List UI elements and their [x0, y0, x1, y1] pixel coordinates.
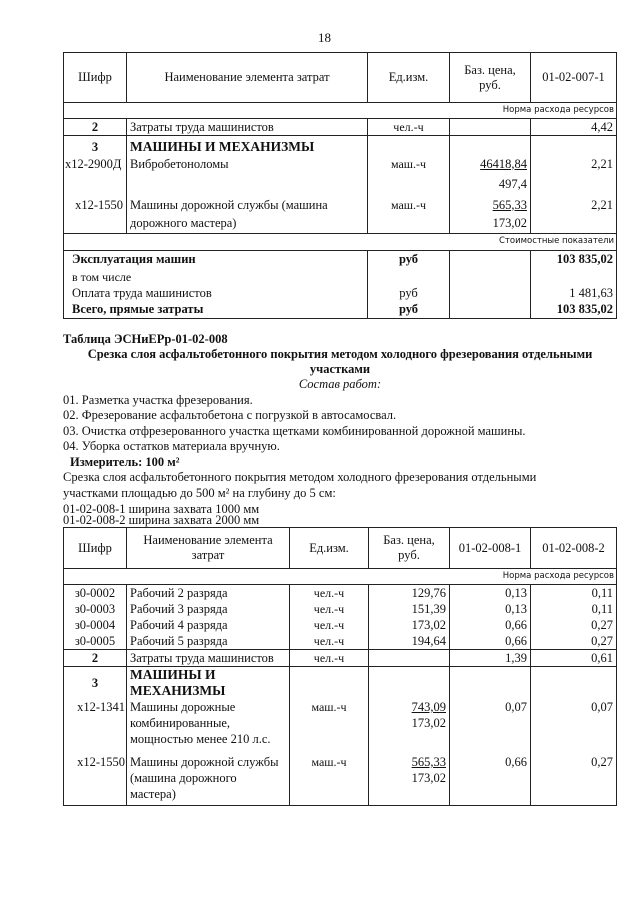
page-number: 18: [318, 30, 331, 45]
section-name-cont: МЕХАНИЗМЫ: [130, 683, 226, 698]
description: Срезка слоя асфальтобетонного покрытия методом холодного фрезерования отдельными: [63, 470, 537, 484]
row-price: 129,76: [369, 585, 450, 602]
row-price-secondary: 497,4: [450, 176, 531, 197]
section-name: МАШИНЫ И МЕХАНИЗМЫ: [127, 136, 368, 156]
row-code: 2: [64, 650, 127, 667]
row-name: Вибробетоноломы: [127, 156, 368, 176]
row-price: 565,33: [492, 197, 527, 212]
summary-row: [64, 251, 617, 269]
resource-table-01-02-007: [63, 52, 617, 319]
row-value-2: 0,27: [531, 750, 617, 805]
resource-table-01-02-008: [63, 527, 617, 806]
row-value-1: 0,07: [450, 699, 531, 750]
summary-unit: руб: [368, 251, 450, 269]
row-value-2: 0,61: [531, 650, 617, 667]
row-name: Затраты труда машинистов: [127, 119, 368, 136]
section-name: МАШИНЫ И: [130, 667, 216, 682]
summary-row: [64, 285, 617, 301]
variant-2: 01-02-008-2 ширина захвата 2000 мм: [63, 513, 260, 527]
table-row: [64, 650, 617, 667]
header-price: Баз. цена, руб.: [450, 53, 531, 103]
row-price-secondary: 173,02: [411, 771, 446, 785]
row-value-1: 0,66: [450, 617, 531, 633]
row-value-2: 0,07: [531, 699, 617, 750]
table-row: [64, 585, 617, 602]
row-price-secondary: 173,02: [450, 215, 531, 234]
section-title: Срезка слоя асфальтобетонного покрытия методом холодного фрезерования отдельными: [87, 347, 593, 361]
section-code: 3: [64, 136, 127, 156]
row-unit: маш.-ч: [290, 699, 369, 750]
section-title-cont: участками: [309, 362, 371, 376]
variant-1: 01-02-008-1 ширина захвата 1000 мм: [63, 502, 260, 516]
row-value-1: 0,66: [450, 633, 531, 650]
row-value-2: 0,27: [531, 633, 617, 650]
table-row: [64, 750, 617, 805]
work-item: 02. Фрезерование асфальтобетона с погрузкой в автосамосвал.: [63, 408, 397, 422]
row-unit: чел.-ч: [290, 633, 369, 650]
header-code: Шифр: [64, 528, 127, 569]
header-name: Наименование элемента затрат: [127, 53, 368, 103]
row-value: 2,21: [531, 156, 617, 176]
measure-unit: Измеритель: 100 м²: [70, 455, 180, 469]
table-header-row: [64, 528, 617, 569]
header-variant: 01-02-007-1: [531, 53, 617, 103]
row-value-2: 0,11: [531, 585, 617, 602]
row-name: Машины дорожные: [130, 700, 236, 714]
row-name: Затраты труда машинистов: [127, 650, 290, 667]
table-row: [64, 699, 617, 750]
row-name-cont: дорожного мастера): [127, 215, 368, 234]
table-row: [64, 601, 617, 617]
row-value-1: 1,39: [450, 650, 531, 667]
summary-name: Оплата труда машинистов: [64, 285, 368, 301]
row-price: 46418,84: [480, 156, 527, 171]
row-code: 2: [64, 119, 127, 136]
header-name: Наименование элемента затрат: [127, 528, 290, 569]
row-name-cont: комбинированные,: [130, 716, 231, 730]
row-price: 194,64: [369, 633, 450, 650]
work-item: 03. Очистка отфрезерованного участка щетками комбинированной дорожной машины.: [63, 424, 526, 438]
row-unit: чел.-ч: [290, 601, 369, 617]
row-price: 173,02: [369, 617, 450, 633]
row-price: 151,39: [369, 601, 450, 617]
row-value-1: 0,13: [450, 601, 531, 617]
row-value: 2,21: [531, 197, 617, 215]
row-name: Машины дорожной службы (машина: [127, 197, 368, 215]
work-item: 04. Уборка остатков материала вручную.: [63, 439, 280, 453]
work-item: 01. Разметка участка фрезерования.: [63, 393, 253, 407]
summary-value: 103 835,02: [531, 301, 617, 319]
row-unit: чел.-ч: [368, 119, 450, 136]
table-row: [64, 119, 617, 136]
row-code: з0-0003: [64, 601, 127, 617]
summary-value: 103 835,02: [531, 251, 617, 269]
row-name: Рабочий 3 разряда: [127, 601, 290, 617]
row-code: х12-2900Д: [64, 156, 127, 176]
row-price-secondary: 173,02: [411, 716, 446, 730]
row-code: з0-0005: [64, 633, 127, 650]
summary-unit: руб: [368, 301, 450, 319]
row-price: 743,09: [411, 700, 446, 714]
row-unit: чел.-ч: [290, 650, 369, 667]
row-code: х12-1550: [64, 197, 127, 215]
header-unit: Ед.изм.: [368, 53, 450, 103]
table-id: Таблица ЭСНиЕРр-01-02-008: [63, 332, 228, 346]
row-value: 4,42: [531, 119, 617, 136]
section-row: [64, 667, 617, 700]
table-row: [64, 197, 617, 215]
row-value-1: 0,13: [450, 585, 531, 602]
row-unit: маш.-ч: [368, 197, 450, 215]
summary-name: Всего, прямые затраты: [64, 301, 368, 319]
row-value-1: 0,66: [450, 750, 531, 805]
row-code: х12-1341: [64, 699, 127, 750]
table-row: [64, 156, 617, 176]
description-cont: участками площадью до 500 м² на глубину до 5 см:: [63, 486, 336, 500]
including-label: в том числе: [64, 269, 368, 285]
header-unit: Ед.изм.: [290, 528, 369, 569]
works-label: Состав работ:: [298, 377, 382, 391]
section-code: 3: [64, 667, 127, 700]
row-name: Рабочий 5 разряда: [127, 633, 290, 650]
summary-row: [64, 301, 617, 319]
row-name-cont: мастера): [130, 787, 176, 801]
header-variant-2: 01-02-008-2: [531, 528, 617, 569]
table-header-row: [64, 53, 617, 103]
row-unit: чел.-ч: [290, 585, 369, 602]
row-unit: чел.-ч: [290, 617, 369, 633]
table-row: [64, 633, 617, 650]
row-value-2: 0,11: [531, 601, 617, 617]
header-code: Шифр: [64, 53, 127, 103]
row-name: Рабочий 4 разряда: [127, 617, 290, 633]
row-name: Машины дорожной службы: [130, 755, 279, 769]
header-variant-1: 01-02-008-1: [450, 528, 531, 569]
row-unit: маш.-ч: [290, 750, 369, 805]
row-unit: маш.-ч: [368, 156, 450, 176]
summary-value: 1 481,63: [531, 285, 617, 301]
row-code: х12-1550: [64, 750, 127, 805]
row-code: з0-0004: [64, 617, 127, 633]
header-price: Баз. цена, руб.: [369, 528, 450, 569]
row-code: з0-0002: [64, 585, 127, 602]
row-name: Рабочий 2 разряда: [127, 585, 290, 602]
summary-unit: руб: [368, 285, 450, 301]
row-price: 565,33: [411, 755, 446, 769]
norm-label: Норма расхода ресурсов: [64, 569, 617, 585]
row-name-cont: (машина дорожного: [130, 771, 237, 785]
norm-label: Норма расхода ресурсов: [64, 103, 617, 119]
row-value-2: 0,27: [531, 617, 617, 633]
cost-label: Стоимостные показатели: [64, 234, 617, 251]
table-row: [64, 617, 617, 633]
section-row: [64, 136, 617, 156]
row-name-cont: мощностью менее 210 л.с.: [130, 732, 271, 746]
summary-name: Эксплуатация машин: [64, 251, 368, 269]
